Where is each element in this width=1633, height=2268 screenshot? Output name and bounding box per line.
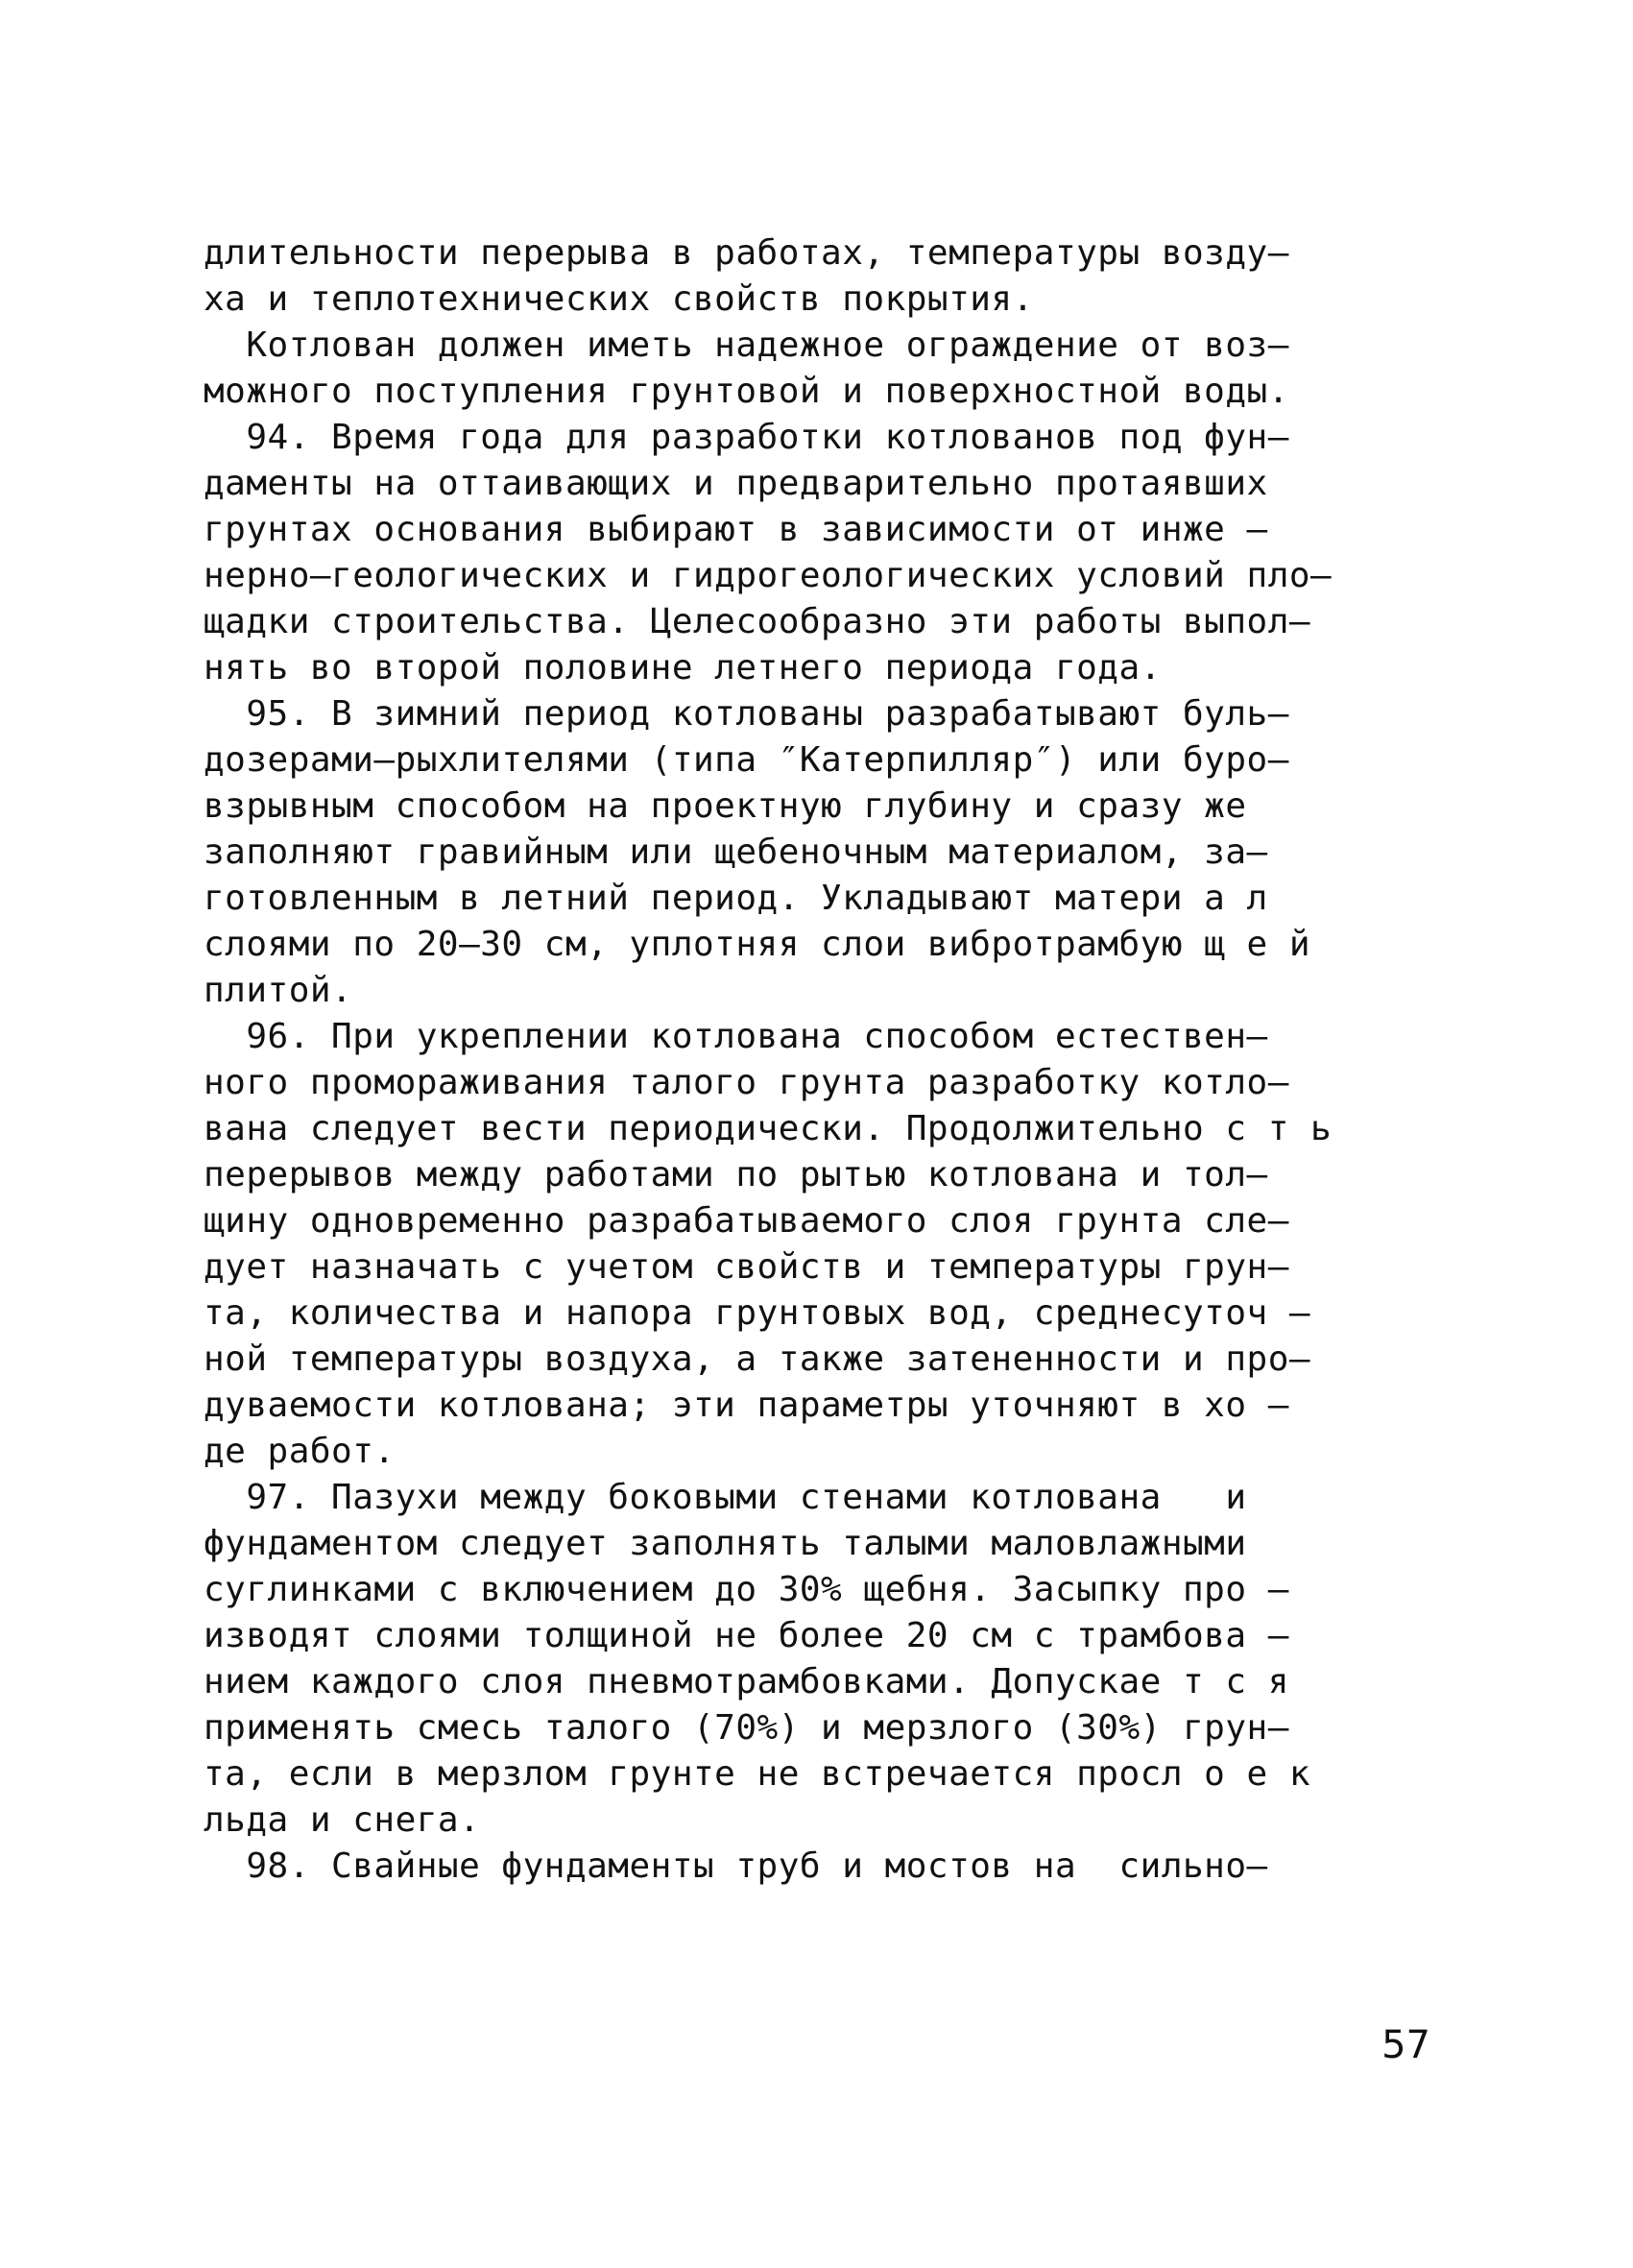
- text-line: ной температуры воздуха, а также затененности и про–: [204, 1339, 1311, 1379]
- text-line: плитой.: [204, 971, 353, 1010]
- body-text: [204, 230, 1423, 1890]
- text-line: слоями по 20–30 см, уплотняя слои вибротрамбую щ е й: [204, 925, 1311, 964]
- text-line: 95. В зимний период котлованы разрабатывают буль–: [204, 694, 1289, 734]
- text-line: длительности перерыва в работах, температуры возду–: [204, 233, 1289, 273]
- text-line: 97. Пазухи между боковыми стенами котлована и: [204, 1478, 1247, 1517]
- text-line: дозерами–рыхлителями (типа ″Катерпилляр″) или буро–: [204, 740, 1289, 780]
- text-line: вана следует вести периодически. Продолжительно с т ь: [204, 1109, 1333, 1148]
- text-line: заполняют гравийным или щебеночным материалом, за–: [204, 832, 1268, 872]
- text-line: щину одновременно разрабатываемого слоя грунта сле–: [204, 1201, 1289, 1241]
- text-line: взрывным способом на проектную глубину и сразу же: [204, 786, 1247, 826]
- text-line: 94. Время года для разработки котлованов под фун–: [204, 418, 1289, 457]
- page-number: 57: [1381, 2023, 1430, 2067]
- text-line: де работ.: [204, 1432, 396, 1471]
- text-line: суглинками с включением до 30% щебня. Засыпку про –: [204, 1570, 1289, 1609]
- text-line: льда и снега.: [204, 1800, 481, 1840]
- text-line: перерывов между работами по рытью котлована и тол–: [204, 1155, 1268, 1194]
- text-line: фундаментом следует заполнять талыми маловлажными: [204, 1524, 1247, 1563]
- text-line: применять смесь талого (70%) и мерзлого (30%) грун–: [204, 1708, 1289, 1748]
- text-line: можного поступления грунтовой и поверхностной воды.: [204, 372, 1289, 411]
- text-line: дуваемости котлована; эти параметры уточняют в хо –: [204, 1386, 1289, 1425]
- text-line: даменты на оттаивающих и предварительно протаявших: [204, 464, 1268, 503]
- text-line: 96. При укреплении котлована способом естествен–: [204, 1017, 1268, 1056]
- text-line: та, если в мерзлом грунте не встречается просл о е к: [204, 1754, 1311, 1794]
- text-line: изводят слоями толщиной не более 20 см с трамбова –: [204, 1616, 1289, 1655]
- text-line: нять во второй половине летнего периода года.: [204, 648, 1162, 688]
- text-line: грунтах основания выбирают в зависимости от инже –: [204, 510, 1268, 549]
- text-line: щадки строительства. Целесообразно эти работы выпол–: [204, 602, 1311, 641]
- text-line: Котлован должен иметь надежное ограждение от воз–: [204, 326, 1289, 365]
- text-line: нием каждого слоя пневмотрамбовками. Допускае т с я: [204, 1662, 1289, 1701]
- text-line: готовленным в летний период. Укладывают матери а л: [204, 879, 1268, 918]
- text-line: ного промораживания талого грунта разработку котло–: [204, 1063, 1289, 1102]
- text-line: ха и теплотехнических свойств покрытия.: [204, 279, 1034, 319]
- text-line: 98. Свайные фундаменты труб и мостов на сильно–: [204, 1846, 1268, 1886]
- text-line: дует назначать с учетом свойств и температуры грун–: [204, 1247, 1289, 1287]
- text-line: нерно–геологических и гидрогеологических условий пло–: [204, 556, 1333, 595]
- text-line: та, количества и напора грунтовых вод, среднесуточ –: [204, 1293, 1311, 1333]
